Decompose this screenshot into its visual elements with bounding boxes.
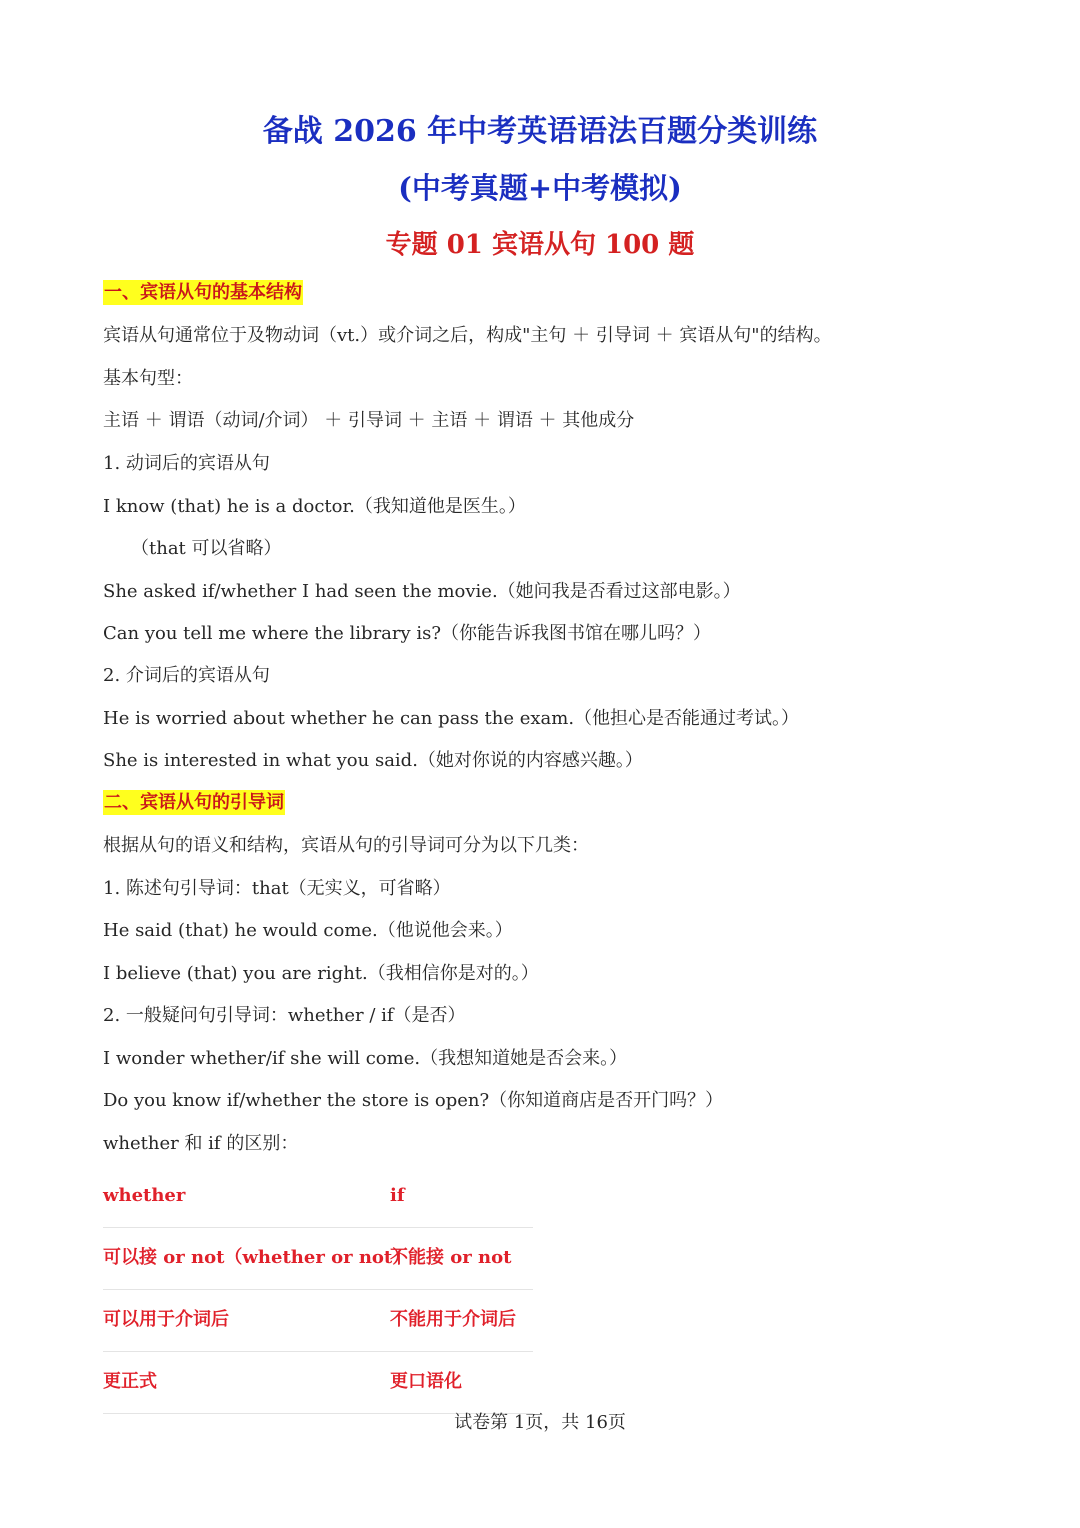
section-heading-connectives <box>103 790 285 816</box>
table-row <box>103 1352 533 1414</box>
table-header-if: if <box>390 1185 405 1206</box>
example-sentence: I believe (that) you are right.（我相信你是对的。） <box>103 963 539 984</box>
body-text-line: 宾语从句通常位于及物动词（vt.）或介词之后，构成"主句 ＋ 引导词 ＋ 宾语从句"的结构。 <box>103 325 832 346</box>
body-text-line: 基本句型： <box>103 368 193 389</box>
document-subtitle: (中考真题+中考模拟) <box>398 171 682 205</box>
table-cell: 不能用于介词后 <box>390 1309 516 1330</box>
subsection-title: 2. 介词后的宾语从句 <box>103 665 270 686</box>
subsection-title: 1. 动词后的宾语从句 <box>103 453 270 474</box>
example-sentence: I wonder whether/if she will come.（我想知道她是否会来。） <box>103 1048 628 1069</box>
table-cell: 可以用于介词后 <box>103 1309 229 1330</box>
example-sentence: Can you tell me where the library is?（你能告诉我图书馆在哪儿吗？） <box>103 623 712 644</box>
subsection-title: 2. 一般疑问句引导词：whether / if（是否） <box>103 1005 466 1026</box>
subsection-title: 1. 陈述句引导词：that（无实义，可省略） <box>103 878 451 899</box>
section-heading-basic-structure <box>103 280 303 306</box>
body-text-line: 根据从句的语义和结构，宾语从句的引导词可分为以下几类： <box>103 835 589 856</box>
topic-title: 专题 01 宾语从句 100 题 <box>385 230 695 260</box>
sentence-pattern-line: 主语 ＋ 谓语（动词/介词） ＋ 引导词 ＋ 主语 ＋ 谓语 ＋ 其他成分 <box>103 410 635 431</box>
table-row <box>103 1228 533 1290</box>
example-sentence: I know (that) he is a doctor.（我知道他是医生。） <box>103 496 526 517</box>
table-cell: 更口语化 <box>390 1371 462 1392</box>
example-sentence: She asked if/whether I had seen the movie.（她问我是否看过这部电影。） <box>103 581 741 602</box>
section-heading-label: 二、宾语从句的引导词 <box>104 792 284 813</box>
note-line: （that 可以省略） <box>131 538 282 559</box>
body-text-line: whether 和 if 的区别： <box>103 1133 299 1154</box>
whether-if-comparison-table <box>103 1166 533 1414</box>
example-sentence: He is worried about whether he can pass the exam.（他担心是否能通过考试。） <box>103 708 800 729</box>
section-heading-label: 一、宾语从句的基本结构 <box>104 282 302 303</box>
page-number-footer: 试卷第 1页，共 16页 <box>454 1412 626 1433</box>
table-header-whether: whether <box>103 1185 186 1206</box>
table-cell: 不能接 or not <box>390 1247 512 1268</box>
table-header-row <box>103 1166 533 1228</box>
table-cell: 更正式 <box>103 1371 157 1392</box>
table-cell: 可以接 or not（whether or not） <box>103 1247 411 1268</box>
example-sentence: Do you know if/whether the store is open?（你知道商店是否开门吗？） <box>103 1090 724 1111</box>
table-row <box>103 1290 533 1352</box>
document-title: 备战 2026 年中考英语语法百题分类训练 <box>262 114 818 149</box>
example-sentence: He said (that) he would come.（他说他会来。） <box>103 920 513 941</box>
example-sentence: She is interested in what you said.（她对你说的内容感兴趣。） <box>103 750 643 771</box>
